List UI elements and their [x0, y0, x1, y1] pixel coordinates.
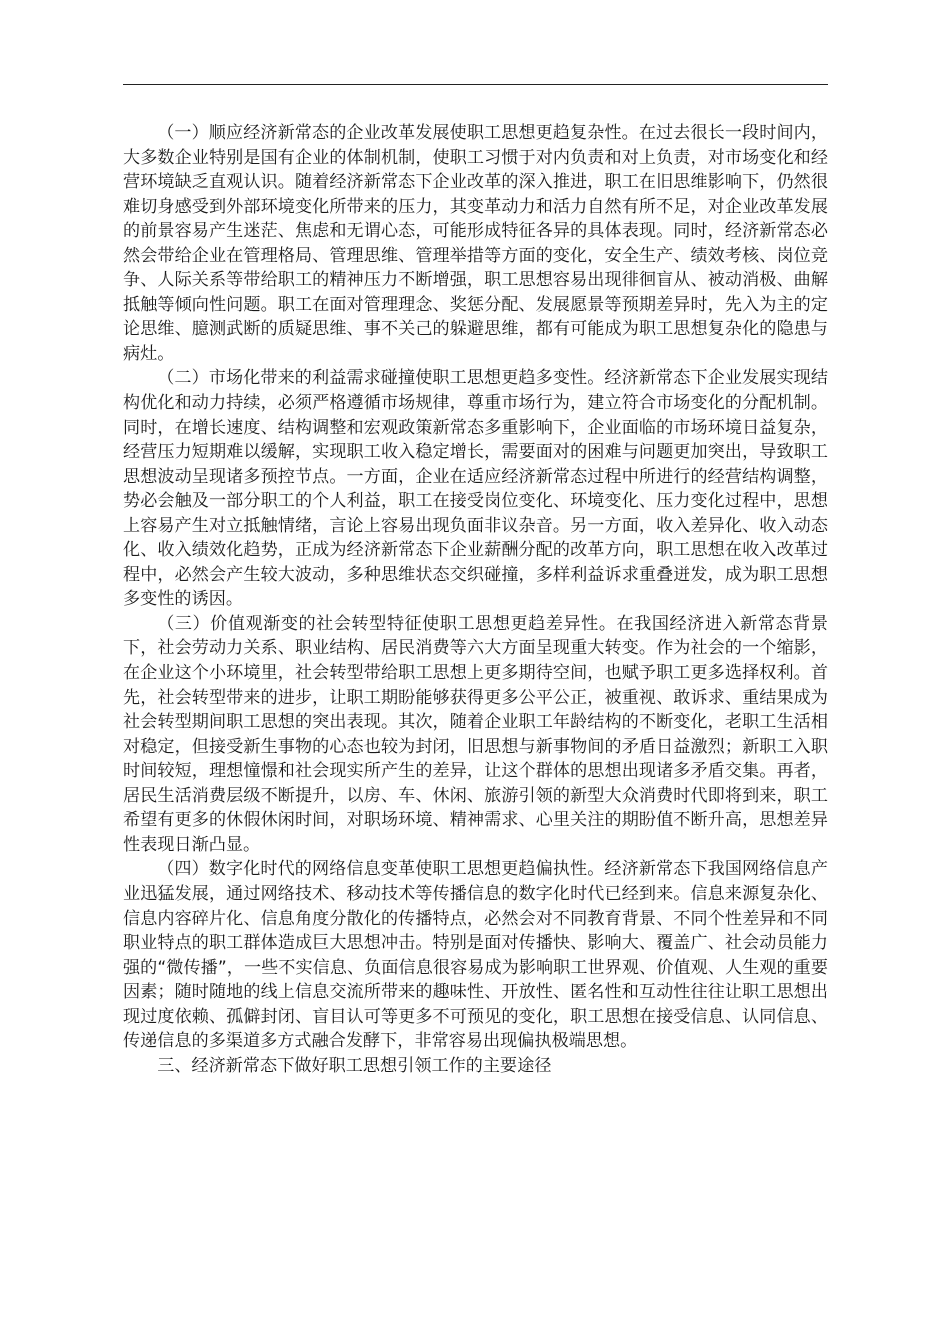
paragraph-section-4: （四）数字化时代的网络信息变革使职工思想更趋偏执性。经济新常态下我国网络信息产业迅猛发展，通过网络技术、移动技术等传播信息的数字化时代已经到来。信息来源复杂化、信息内容碎片化、信息角度分散化的传播特点，必然会对不同教育背景、不同个性差异和不同职业特点的职工群体造成巨大思想冲击。特别是面对传播快、影响大、覆盖广、社会动员能力强的“微传播”，一些不实信息、负面信息很容易成为影响职工世界观、价值观、人生观的重要因素；随时随地的线上信息交流所带来的趣味性、开放性、匿名性和互动性往往让职工思想出现过度依赖、孤僻封闭、盲目认可等更多不可预见的变化，职工思想在接受信息、认同信息、传递信息的多渠道多方式融合发酵下，非常容易出现偏执极端思想。 — [123, 859, 828, 1052]
header-rule — [123, 84, 828, 85]
paragraph-section-1: （一）顺应经济新常态的企业改革发展使职工思想更趋复杂性。在过去很长一段时间内，大多数企业特别是国有企业的体制机制，使职工习惯于对内负责和对上负责，对市场变化和经营环境缺乏直观认识。随着经济新常态下企业改革的深入推进，职工在旧思维影响下，仍然很难切身感受到外部环境变化所带来的压力，其变革动力和活力自然有所不足，对企业改革发展的前景容易产生迷茫、焦虑和无谓心态，可能形成特征各异的具体表现。同时，经济新常态必然会带给企业在管理格局、管理思维、管理举措等方面的变化，安全生产、绩效考核、岗位竞争、人际关系等带给职工的精神压力不断增强，职工思想容易出现徘徊盲从、被动消极、曲解抵触等倾向性问题。职工在面对管理理念、奖惩分配、发展愿景等预期差异时，先入为主的定论思维、臆测武断的质疑思维、事不关己的躲避思维，都有可能成为职工思想复杂化的隐患与病灶。 — [123, 123, 828, 364]
paragraph-section-2: （二）市场化带来的利益需求碰撞使职工思想更趋多变性。经济新常态下企业发展实现结构优化和动力持续，必须严格遵循市场规律，尊重市场行为，建立符合市场变化的分配机制。同时，在增长速度、结构调整和宏观政策新常态多重影响下，企业面临的市场环境日益复杂，经营压力短期难以缓解，实现职工收入稳定增长，需要面对的困难与问题更加突出，导致职工思想波动呈现诸多预控节点。一方面，企业在适应经济新常态过程中所进行的经营结构调整，势必会触及一部分职工的个人利益，职工在接受岗位变化、环境变化、压力变化过程中，思想上容易产生对立抵触情绪，言论上容易出现负面非议杂音。另一方面，收入差异化、收入动态化、收入绩效化趋势，正成为经济新常态下企业薪酬分配的改革方向，职工思想在收入改革过程中，必然会产生较大波动，多种思维状态交织碰撞，多样利益诉求重叠迸发，成为职工思想多变性的诱因。 — [123, 368, 828, 610]
section-heading-three: 三、经济新常态下做好职工思想引领工作的主要途径 — [157, 1055, 552, 1076]
paragraph-section-3: （三）价值观渐变的社会转型特征使职工思想更趋差异性。在我国经济进入新常态背景下，社会劳动力关系、职业结构、居民消费等六大方面呈现重大转变。作为社会的一个缩影，在企业这个小环境里，社会转型带给职工思想上更多期待空间，也赋予职工更多选择权利。首先，社会转型带来的进步，让职工期盼能够获得更多公平公正，被重视、敢诉求、重结果成为社会转型期间职工思想的突出表现。其次，随着企业职工年龄结构的不断变化，老职工生活相对稳定，但接受新生事物的心态也较为封闭，旧思想与新事物间的矛盾日益激烈；新职工入职时间较短，理想憧憬和社会现实所产生的差异，让这个群体的思想出现诸多矛盾交集。再者，居民生活消费层级不断提升，以房、车、休闲、旅游引领的新型大众消费时代即将到来，职工希望有更多的休假休闲时间，对职场环境、精神需求、心里关注的期盼值不断升高，思想差异性表现日渐凸显。 — [123, 613, 828, 855]
body-text — [123, 121, 828, 1078]
